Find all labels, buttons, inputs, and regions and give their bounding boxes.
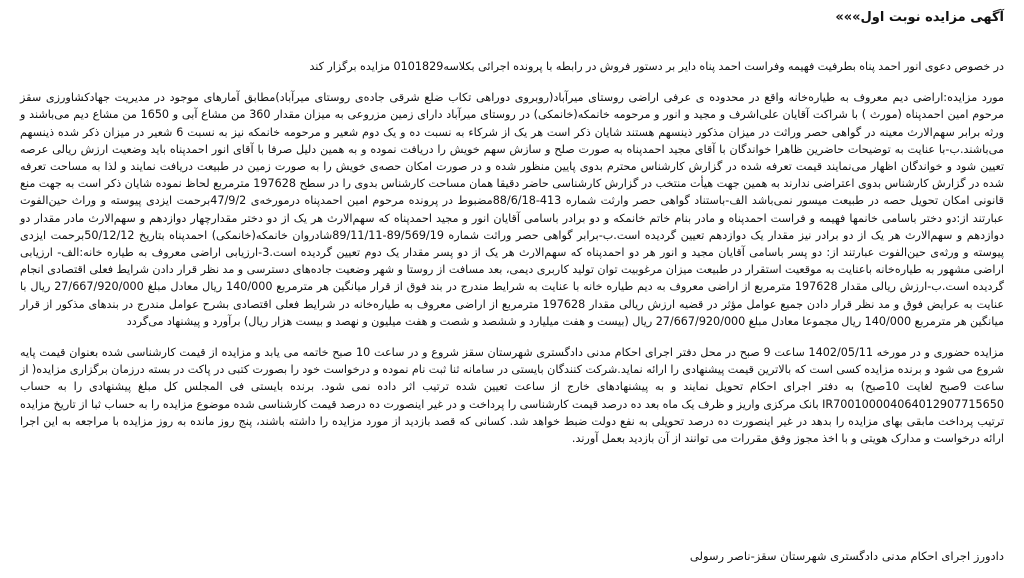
property-description-paragraph: مورد مزایده:اراضی دیم معروف به طیاره‌خانه واقع در محدوده ی عرفی اراضی روستای میرآباد(روبروی دوراهی تکاب ضلع شرقی جاده‌ی روستای میرآباد)مطابق آمارهای موجود در مدیریت جهادکشاورزی سقز مرحوم امین احمدپناه (مورث ) با شراکت آقایان علی‌اشرف و مجید و انور و مرحومه خانمکه(خانمکی) در روستای میرآباد دارای زمین مزروعی به میزان مقدار 360 من مشاع آبی و 1650 من مشاع دیم می‌باشند و ورثه برابر سهم‌الارث معینه در گواهی حصر وراثت در میزان مذکور ذینسهم هستند شایان ذکر است هر یک از شرکاء به نسبت ده و یک دوم شعیر و مرحومه خانمکه نیز به نسبت 6 شعیر در میزان ذکر شده ذینسهم می‌باشند.ب-با عنایت به توضیحات حاضرین ظاهرا خواندگان با آقای مجید احمدپناه به صورت صلح و سازش سهم خویش را دریافت نموده و به همین دلیل صرفا با آقای انور احمدپناه باید وضعیت ارزش ریالی عرصه تعیین شود و خواندگان اظهار می‌نمایند قیمت تعرفه شده در گزارش کارشناس محترم بدوی پایین منظور شده و در صورت امکان حصه‌ی خویش را به صورت زمین در طبیعت دریافت نمایند و لذا به مساحت تعرفه شده در گزارش کارشناس بدوی اعتراضی ندارند به همین جهت هیأت منتخب در گزارش کارشناسی حاضر دقیقا همان مساحت کارشناس بدوی را در سطح 197628 مترمربع لحاظ نموده شایان ذکر است به جهت منع قانونی امکان تحویل حصه در طبیعت میسور نمی‌باشد الف-باستناد گواهی حصر وارثت شماره 413-88/6/18مضبوط در پرونده مرحوم امین احمدپناه درمورخه‌ی 47/9/2برحمت ایزدی پیوسته و وراث حین‌الفوت عبارتند از:دو دختر باسامی خانمها فهیمه و فراست احمدپناه و مادر بنام خاتم خانمکه و دو برادر باسامی آقایان انور و مجید احمدپناه که سهم‌الارث هر یک از دو دختر مقدارچهار دوازدهم و سهم‌الارث مادر مقدار دو دوازدهم و سهم‌الارث هر یک از دو برادر نیز مقدار یک دوازدهم تعیین گردیده است.ب-برابر گواهی حصر وراثت شماره 89/569/19-89/11/11شادروان خانمکه(خانمکی) احمدپناه بتاریخ 50/12/12برحمت ایزدی پیوسته و ورثه‌ی حین‌الفوت عبارتند از: دو پسر باسامی آقایان مجید و انور هر دو احمدپناه که سهم‌الارث هر یک از دو پسر مقدار یک دوم تعیین گردیده است.3-ارزیابی اراضی معروف به طیاره خانه:الف- ارزیابی اراضی مشهور به طیاره‌خانه باعنایت به موقعیت استقرار در طبیعت میزان مرغوبیت توان تولید کاربری دیمی، بعد مسافت از روستا و شهر وضعیت جاده‌های دسترسی و مد نظر قرار دادن شرایط فعلی اقتصادی انجام گردیده است.ب-ارزش ریالی مقدار 197628 مترمربع از اراضی معروف به دیم طیاره خانه با عنایت به شرایط مندرج در بند فوق از قرار میانگین هر مترمربع 140/000 ریال معادل مبلغ 27/667/920/000 ریال با عنایت به عرایض فوق و مد نظر قرار دادن جمیع عوامل مؤثر در قضیه ارزش ریالی مقدار 197628 مترمربع از اراضی معروف به طیاره‌خانه در شرایط فعلی اقتصادی بشرح عوامل مندرج در بندهای مذکور از قرار میانگین هر مترمربع 140/000 ریال مجموعا معادل مبلغ 27/667/920/000 ریال (بیست و هفت میلیارد و ششصد و شصت و هفت میلیون و نهصد و بیست هزار ریال) برآورد و پیشنهاد می‌گردد (20, 91, 1005, 328)
notice-title: آگهی مزایده نوبت اول»»» (835, 10, 1004, 25)
intro-paragraph: در خصوص دعوی انور احمد پناه بطرفیت فهیمه وفراست احمد پناه دایر بر دستور فروش در رابطه با پرونده اجرائی بکلاسه0101829 مزایده برگزار کند (309, 60, 1004, 73)
signature-line: دادورز اجرای احکام مدنی دادگستری شهرستان سقز-ناصر رسولی (689, 549, 1004, 563)
auction-terms-paragraph: مزایده حضوری و در مورخه 1402/05/11 ساعت 9 صبح در محل دفتر اجرای احکام مدنی دادگستری شهرستان سقز شروع و در ساعت 10 صبح خاتمه می یابد و مزایده از قیمت کارشناسی شده بعنوان قیمت پایه شروع می شود و برنده مزایده کسی است که بالاترین قیمت پیشنهادی را ارائه نماید.شرکت کنندگان بایستی در سامانه ثنا ثبت نام نموده و درخواست خود را بصورت کتبی در پاکت در بسته درزمان برگزاری مزایده( از ساعت 9صبح لغایت 10صبح) به دفتر اجرای احکام تحویل نمایند و به پیشنهادهای خارج از ساعت تعیین شده ترتیب اثر داده نمی شود. برنده بایستی فی المجلس کل مبلغ پیشنهادی را به حساب IR700100004064012907715650 بانک مرکزی واریز و ظرف یک ماه بعد ده درصد قیمت کارشناسی را پرداخت و در غیر اینصورت ده درصد قیمت کارشناسی شده موضوع مزایده را به حساب ثبا از تاریخ مزایده ترتیب پرداخت مابقی بهای مزایده را بدهد در غیر اینصورت ده درصد تحویلی به نفع دولت ضبط خواهد شد. کسانی که قصد بازدید از مورد مزایده را داشته باشند، پنج روز مانده به روز مزایده با مراجعه به این اجرا ارائه درخواست و مدارک هویتی و با اخذ مجوز وفق مقررات می توانند از آن بازدید بعمل آورند. (20, 346, 1004, 446)
